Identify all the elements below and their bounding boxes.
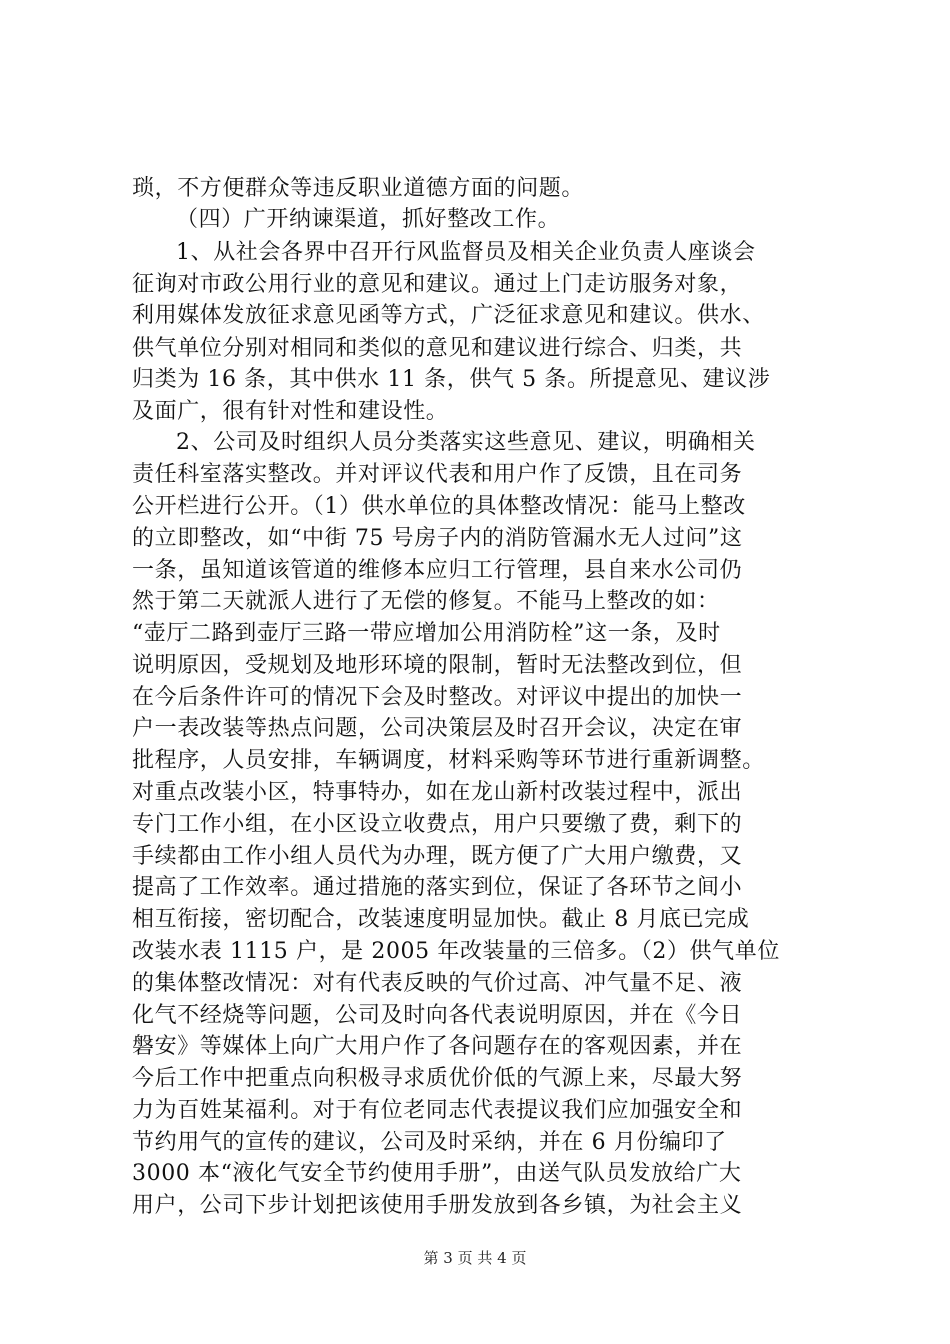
- text-line: 户一表改装等热点问题，公司决策层及时召开会议，决定在审: [132, 716, 743, 741]
- text-line: 改装水表 1115 户，是 2005 年改装量的三倍多。（2）供气单位: [132, 939, 780, 964]
- text-line: 2、公司及时组织人员分类落实这些意见、建议，明确相关: [176, 430, 756, 455]
- text-line: 在今后条件许可的情况下会及时整改。对评议中提出的加快一: [132, 685, 743, 710]
- text-line: 供气单位分别对相同和类似的意见和建议进行综合、归类，共: [132, 336, 743, 361]
- text-line: 然于第二天就派人进行了无偿的修复。不能马上整改的如：: [132, 589, 720, 614]
- text-line: 提高了工作效率。通过措施的落实到位，保证了各环节之间小: [132, 875, 743, 900]
- text-line: 节约用气的宣传的建议，公司及时采纳，并在 6 月份编印了: [132, 1130, 727, 1155]
- text-line: 今后工作中把重点向积极寻求质优价低的气源上来，尽最大努: [132, 1066, 743, 1091]
- text-line: 力为百姓某福利。对于有位老同志代表提议我们应加强安全和: [132, 1098, 743, 1123]
- page-number-footer: 第 3 页 共 4 页: [423, 1249, 527, 1267]
- text-line: 利用媒体发放征求意见函等方式，广泛征求意见和建议。供水、: [132, 303, 765, 328]
- text-line: 手续都由工作小组人员代为办理，既方便了广大用户缴费，又: [132, 844, 743, 869]
- text-line: 用户，公司下步计划把该使用手册发放到各乡镇，为社会主义: [132, 1193, 743, 1218]
- text-line: 公开栏进行公开。（1）供水单位的具体整改情况：能马上整改: [132, 494, 746, 519]
- text-line: 责任科室落实整改。并对评议代表和用户作了反馈，且在司务: [132, 462, 743, 487]
- text-line: 的立即整改，如“中街 75 号房子内的消防管漏水无人过问”这: [132, 526, 743, 551]
- text-line: 对重点改装小区，特事特办，如在龙山新村改装过程中，派出: [132, 780, 743, 805]
- text-line: 归类为 16 条，其中供水 11 条，供气 5 条。所提意见、建议涉: [132, 367, 771, 392]
- text-line: “壶厅二路到壶厅三路一带应增加公用消防栓”这一条，及时: [132, 621, 721, 646]
- text-line: 的集体整改情况：对有代表反映的气价过高、冲气量不足、液: [132, 971, 743, 996]
- text-line: 征询对市政公用行业的意见和建议。通过上门走访服务对象，: [132, 272, 743, 297]
- text-line: 3000 本“液化气安全节约使用手册”，由送气队员发放给广大: [132, 1161, 742, 1186]
- text-line: 批程序，人员安排，车辆调度，材料采购等环节进行重新调整。: [132, 748, 765, 773]
- text-line: 琐，不方便群众等违反职业道德方面的问题。: [132, 176, 585, 201]
- text-line: 相互衔接，密切配合，改装速度明显加快。截止 8 月底已完成: [132, 907, 750, 932]
- text-line: 化气不经烧等问题，公司及时向各代表说明原因，并在《今日: [132, 1003, 743, 1028]
- text-line: 专门工作小组，在小区设立收费点，用户只要缴了费，剩下的: [132, 812, 743, 837]
- section-heading: （四）广开纳谏渠道，抓好整改工作。: [176, 207, 561, 232]
- text-line: 及面广，很有针对性和建设性。: [132, 399, 449, 424]
- text-line: 1、从社会各界中召开行风监督员及相关企业负责人座谈会: [176, 240, 756, 265]
- text-line: 说明原因，受规划及地形环境的限制，暂时无法整改到位，但: [132, 653, 743, 678]
- text-line: 一条，虽知道该管道的维修本应归工行管理，县自来水公司仍: [132, 558, 743, 583]
- text-line: 磐安》等媒体上向广大用户作了各问题存在的客观因素，并在: [132, 1034, 743, 1059]
